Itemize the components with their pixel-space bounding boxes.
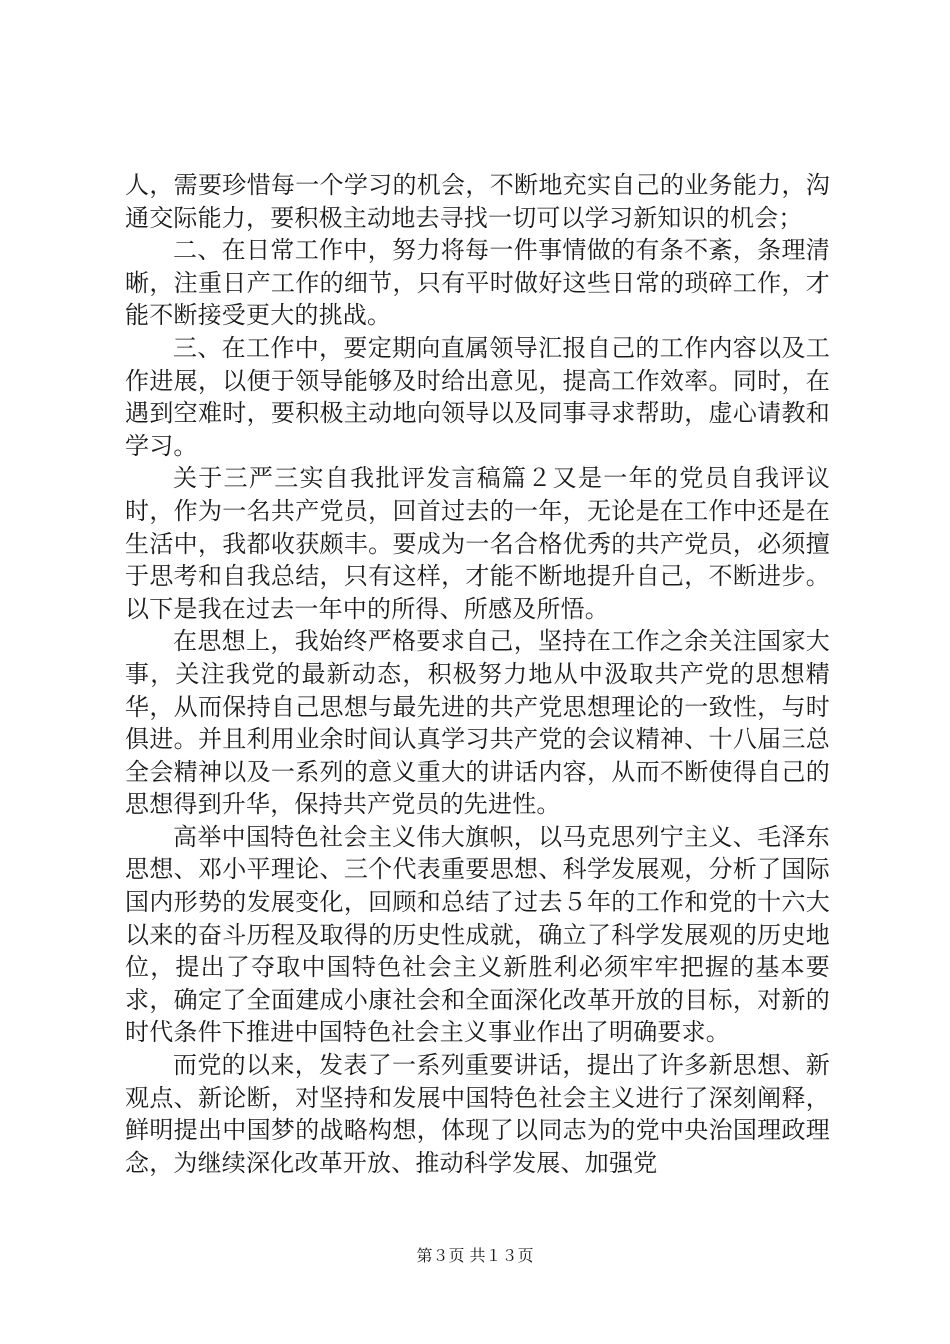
paragraph-1: 人，需要珍惜每一个学习的机会，不断地充实自己的业务能力，沟通交际能力，要积极主动地去寻找一切可以学习新知识的机会； <box>125 171 830 232</box>
paragraph-5: 在思想上，我始终严格要求自己，坚持在工作之余关注国家大事，关注我党的最新动态，积极努力地从中汲取共产党的思想精华，从而保持自己思想与最先进的共产党思想理论的一致性，与时俱进。并且利用业余时间认真学习共产党的会议精神、十八届三总全会精神以及一系列的意义重大的讲话内容，从而不断使得自己的思想得到升华，保持共产党员的先进性。 <box>125 627 830 819</box>
paragraph-6: 高举中国特色社会主义伟大旗帜，以马克思列宁主义、毛泽东思想、邓小平理论、三个代表重要思想、科学发展观，分析了国际国内形势的发展变化，回顾和总结了过去５年的工作和党的十六大以来的奋斗历程及取得的历史性成就，确立了科学发展观的历史地位，提出了夺取中国特色社会主义新胜利必须牢牢把握的基本要求，确定了全面建成小康社会和全面深化改革开放的目标，对新的时代条件下推进中国特色社会主义事业作出了明确要求。 <box>125 822 830 1047</box>
paragraph-3: 三、在工作中，要定期向直属领导汇报自己的工作内容以及工作进展，以便于领导能够及时给出意见，提高工作效率。同时，在遇到空难时，要积极主动地向领导以及同事寻求帮助，虚心请教和学习。 <box>125 333 830 460</box>
page-number-footer: 第３页 共１３页 <box>416 1246 534 1265</box>
document-body <box>125 169 830 1179</box>
paragraph-2: 二、在日常工作中，努力将每一件事情做的有条不紊，条理清晰，注重日产工作的细节，只有平时做好这些日常的琐碎工作，才能不断接受更大的挑战。 <box>125 236 830 330</box>
paragraph-4: 关于三严三实自我批评发言稿篇２又是一年的党员自我评议时，作为一名共产党员，回首过去的一年，无论是在工作中还是在生活中，我都收获颇丰。要成为一名合格优秀的共产党员，必须擅于思考和自我总结，只有这样，才能不断地提升自己，不断进步。以下是我在过去一年中的所得、所感及所悟。 <box>125 464 830 623</box>
paragraph-7: 而党的以来，发表了一系列重要讲话，提出了许多新思想、新观点、新论断，对坚持和发展中国特色社会主义进行了深刻阐释，鲜明提出中国梦的战略构想，体现了以同志为的党中央治国理政理念，为继续深化改革开放、推动科学发展、加强党 <box>125 1051 830 1177</box>
